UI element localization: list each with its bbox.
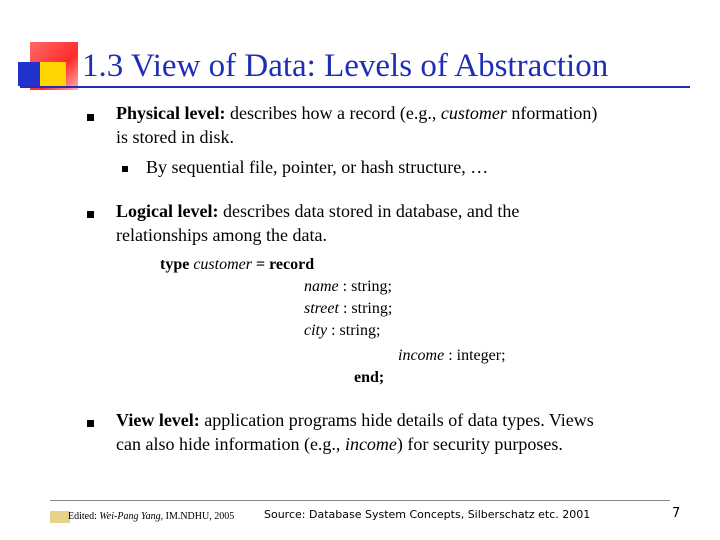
code-field-name: income xyxy=(398,347,445,364)
code-field-type: : string; xyxy=(338,300,393,317)
bullet-text: describes how a record (e.g., xyxy=(225,103,441,123)
bullet-emph: customer xyxy=(440,103,507,123)
footer-editor-name: Wei-Pang Yang xyxy=(99,511,161,522)
code-field-line xyxy=(398,347,506,365)
code-field-type: : string; xyxy=(327,322,381,339)
term-physical: Physical level: xyxy=(116,103,226,123)
bullet-text: describes data stored in database, and the xyxy=(218,201,520,221)
code-type-line xyxy=(160,256,314,274)
bullet-physical xyxy=(116,101,676,149)
code-end-line xyxy=(354,369,384,387)
code-field-line xyxy=(304,300,392,318)
bullet-text: application programs hide details of data types. Views xyxy=(199,410,594,430)
bullet-emph: income xyxy=(344,434,397,454)
code-field-line xyxy=(304,322,380,340)
bullet-text-line2: is stored in disk. xyxy=(116,127,235,147)
bullet-text: nformation) xyxy=(506,103,598,123)
sub-bullet-marker xyxy=(122,166,128,172)
term-view: View level: xyxy=(116,410,200,430)
sub-bullet-text: By sequential file, pointer, or hash structure, … xyxy=(146,157,489,177)
bullet-marker xyxy=(87,211,94,218)
code-keyword: end; xyxy=(354,369,385,386)
code-field-type: : string; xyxy=(338,278,392,295)
slide-title: 1.3 View of Data: Levels of Abstraction xyxy=(82,48,609,84)
footer-swatch xyxy=(50,511,70,523)
code-identifier: customer xyxy=(189,256,256,273)
code-keyword: type xyxy=(160,256,190,273)
bullet-marker xyxy=(87,420,94,427)
page-number: 7 xyxy=(672,506,681,521)
code-field-name: name xyxy=(304,278,339,295)
footer-edited xyxy=(68,511,234,522)
code-field-name: city xyxy=(304,322,328,339)
code-field-line xyxy=(304,278,392,296)
footer-source: Source: Database System Concepts, Silberschatz etc. 2001 xyxy=(264,508,591,521)
footer-edited-prefix: Edited: xyxy=(68,511,100,522)
bullet-logical xyxy=(116,199,676,247)
code-field-type: : integer; xyxy=(444,347,506,364)
logo-yellow-square xyxy=(40,62,66,88)
term-logical: Logical level: xyxy=(116,201,219,221)
bullet-marker xyxy=(87,114,94,121)
logo-blue-square xyxy=(18,62,40,86)
bullet-text: can also hide information (e.g., xyxy=(116,434,345,454)
bullet-text: ) for security purposes. xyxy=(396,434,563,454)
code-keyword: = record xyxy=(255,256,315,273)
bullet-text-line2: relationships among the data. xyxy=(116,225,327,245)
bullet-view xyxy=(116,408,686,456)
code-field-name: street xyxy=(304,300,339,317)
footer-divider xyxy=(50,500,670,501)
title-underline xyxy=(20,86,690,88)
footer-edited-suffix: , IM.NDHU, 2005 xyxy=(160,511,235,522)
